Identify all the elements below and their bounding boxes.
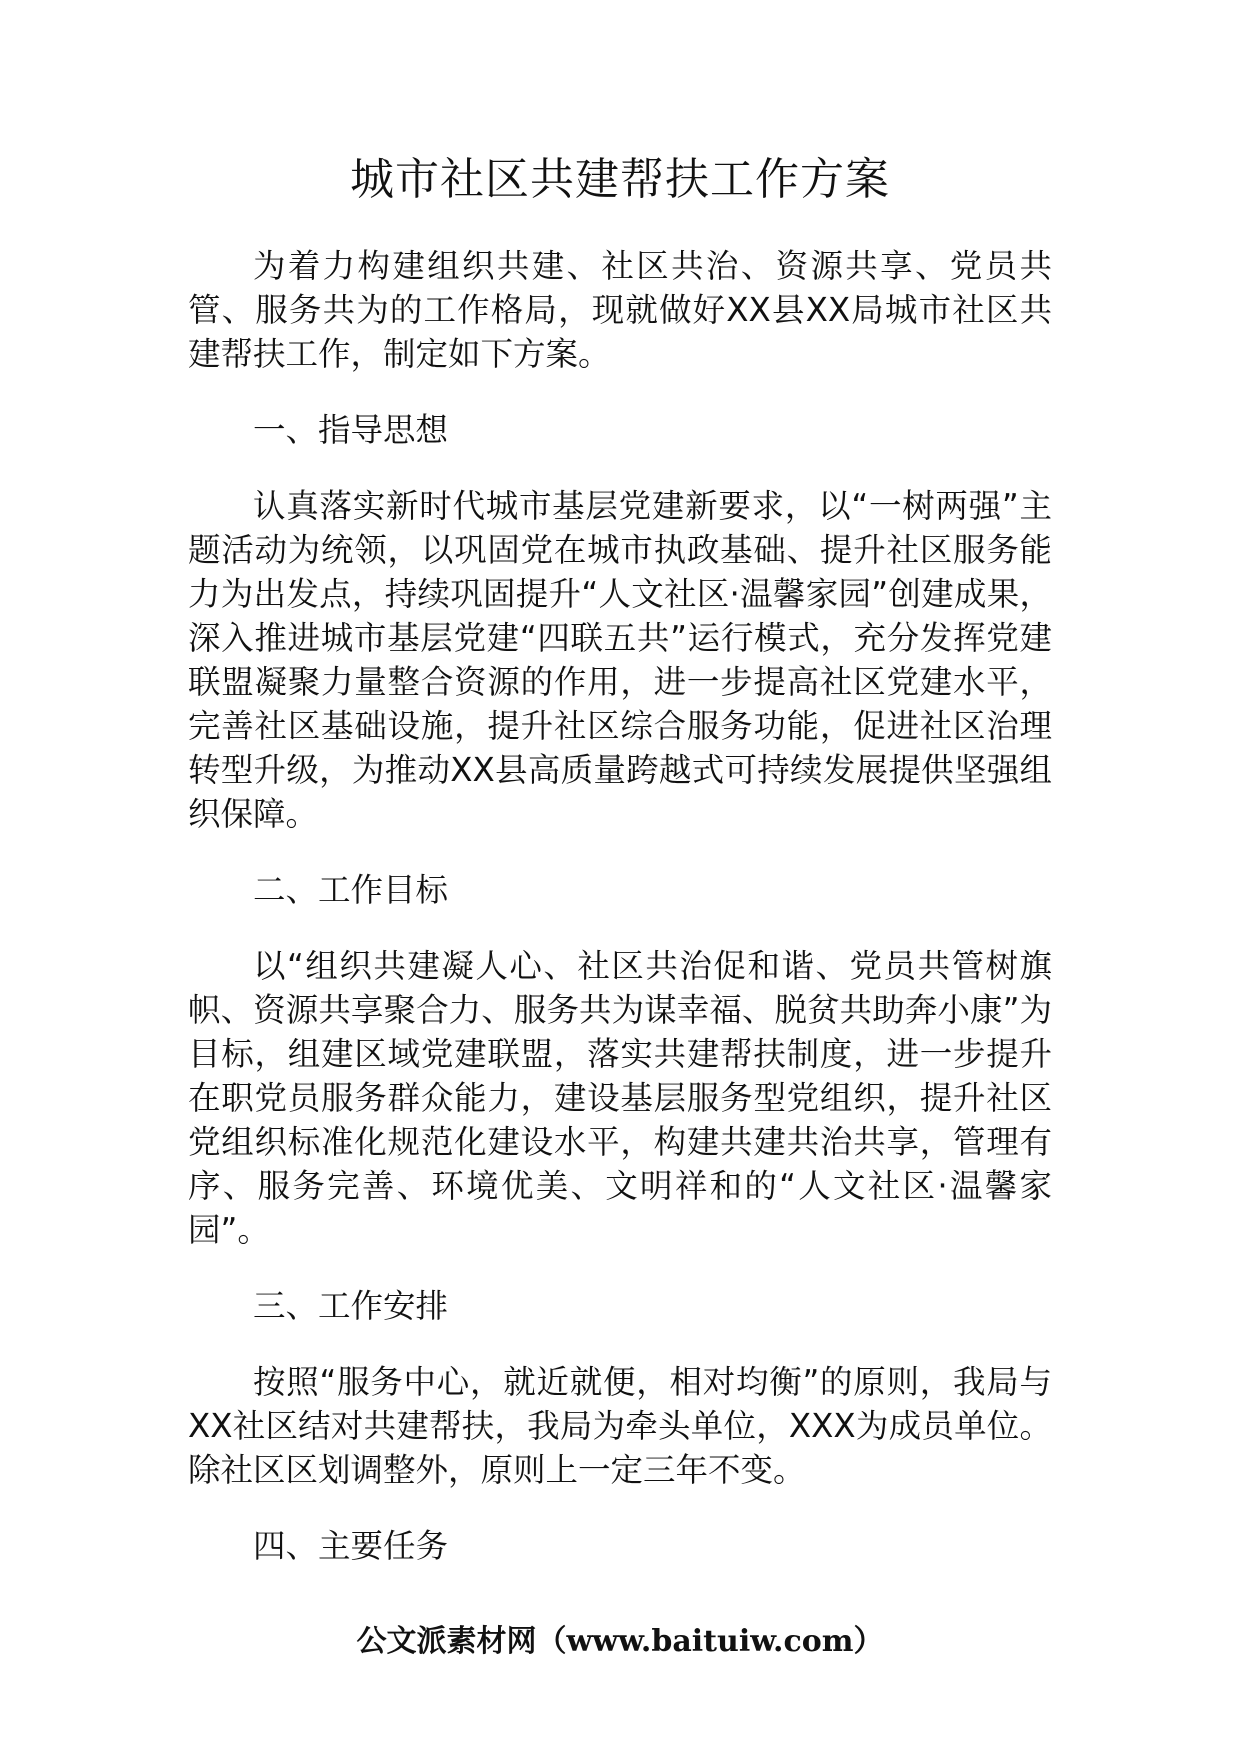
paragraph-guiding-ideology: 认真落实新时代城市基层党建新要求，以“一树两强”主题活动为统领，以巩固党在城市执政基础、提升社区服务能力为出发点，持续巩固提升“人文社区·温馨家园”创建成果，深入推进城市基层党建“四联五共”运行模式，充分发挥党建联盟凝聚力量整合资源的作用，进一步提高社区党建水平，完善社区基础设施，提升社区综合服务功能，促进社区治理转型升级，为推动XX县高质量跨越式可持续发展提供坚强组织保障。 (188, 487, 1052, 833)
section-heading-work-goals: 二、工作目标 (253, 871, 449, 909)
section-heading-guiding-ideology: 一、指导思想 (253, 411, 449, 449)
document-title: 城市社区共建帮扶工作方案 (350, 154, 890, 205)
paragraph-work-arrangement: 按照“服务中心，就近就便，相对均衡”的原则，我局与XX社区结对共建帮扶，我局为牵头单位，XXX为成员单位。除社区区划调整外，原则上一定三年不变。 (188, 1363, 1052, 1489)
document-body (188, 244, 1052, 1600)
paragraph-intro: 为着力构建组织共建、社区共治、资源共享、党员共管、服务共为的工作格局，现就做好XX县XX局城市社区共建帮扶工作，制定如下方案。 (188, 247, 1052, 373)
paragraph-work-goals: 以“组织共建凝人心、社区共治促和谐、党员共管树旗帜、资源共享聚合力、服务共为谋幸福、脱贫共助奔小康”为目标，组建区域党建联盟，落实共建帮扶制度，进一步提升在职党员服务群众能力，建设基层服务型党组织，提升社区党组织标准化规范化建设水平，构建共建共治共享，管理有序、服务完善、环境优美、文明祥和的“人文社区·温馨家园”。 (188, 947, 1052, 1249)
footer-watermark: 公文派素材网（www.baituiw.com） (356, 1624, 884, 1659)
section-heading-main-tasks: 四、主要任务 (253, 1527, 449, 1565)
section-heading-work-arrangement: 三、工作安排 (253, 1287, 449, 1325)
